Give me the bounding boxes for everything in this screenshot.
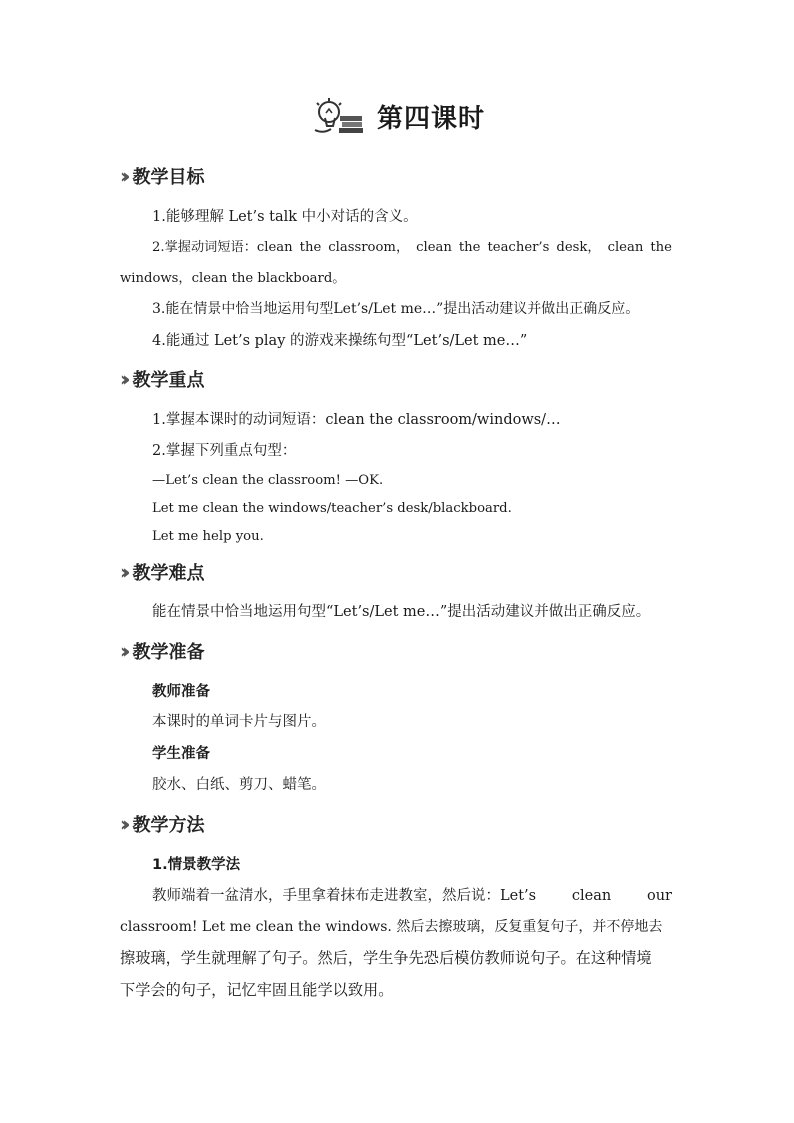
word: the [650, 240, 672, 255]
heading-text: 教学方法 [132, 815, 205, 836]
method-para-line-4: 下学会的句子，记忆牢固且能学以致用。 [120, 981, 394, 999]
teacher-prep-label: 教师准备 [152, 684, 210, 700]
keypoint-item-1: 1.掌握本课时的动词短语：clean the classroom/windows/… [152, 412, 561, 428]
section-heading-keypoints [120, 365, 204, 393]
method-para-line-3: 擦玻璃，学生就理解了句子。然后，学生争先恐后模仿教师说句子。在这种情境 [120, 949, 652, 967]
heading-text: 教学难点 [132, 563, 205, 584]
double-chevron-icon: ›› [120, 639, 125, 663]
title-block [0, 96, 794, 136]
section-heading-goals [120, 162, 204, 190]
page-title: 第四课时 [376, 103, 485, 134]
goal-item-4: 4.能通过 Let’s play 的游戏来操练句型“Let’s/Let me…” [152, 333, 528, 349]
word: our [646, 888, 672, 904]
word: teacher’s [487, 240, 550, 255]
method-para-line-2: classroom! Let me clean the windows. 然后去擦玻璃，反复重复句子，并不停地去 [120, 919, 663, 935]
keypoint-item-2: 2.掌握下列重点句型： [152, 443, 297, 459]
keypoint-sentence-1: —Let’s clean the classroom! —OK. [152, 473, 384, 488]
keypoint-sentence-3: Let me help you. [152, 529, 264, 544]
method-1-title: 1.情景教学法 [152, 857, 241, 873]
goal-item-2-line2: windows，clean the blackboard。 [120, 271, 346, 286]
double-chevron-icon: ›› [120, 560, 125, 584]
word: 教师端着一盆清水，手里拿着抹布走进教室，然后说：Let’s [152, 888, 537, 904]
word: the [458, 240, 481, 255]
double-chevron-icon: ›› [120, 164, 125, 188]
method-para-line-1 [152, 886, 672, 906]
difficulty-text: 能在情景中恰当地运用句型“Let’s/Let me…”提出活动建议并做出正确反应。 [152, 604, 651, 620]
word: desk， [556, 240, 601, 255]
word: clean [571, 888, 612, 904]
heading-text: 教学重点 [132, 370, 205, 391]
word: 2.掌握动词短语：clean [152, 240, 293, 255]
section-heading-methods [120, 810, 204, 838]
lightbulb-books-icon [309, 96, 367, 136]
section-heading-difficulties [120, 558, 204, 586]
section-heading-preparation [120, 637, 204, 665]
goal-item-2-line1 [152, 238, 672, 258]
double-chevron-icon: ›› [120, 367, 125, 391]
student-prep-text: 胶水、白纸、剪刀、蜡笔。 [152, 777, 326, 793]
double-chevron-icon: ›› [120, 812, 125, 836]
word: classroom， [328, 240, 410, 255]
goal-item-1: 1.能够理解 Let’s talk 中小对话的含义。 [152, 209, 418, 225]
word: clean [607, 240, 644, 255]
student-prep-label: 学生准备 [152, 746, 210, 762]
word: the [299, 240, 322, 255]
heading-text: 教学目标 [132, 167, 205, 188]
keypoint-sentence-2: Let me clean the windows/teacher’s desk/blackboard. [152, 501, 512, 516]
teacher-prep-text: 本课时的单词卡片与图片。 [152, 714, 326, 730]
heading-text: 教学准备 [132, 642, 205, 663]
word: clean [416, 240, 452, 255]
goal-item-3: 3.能在情景中恰当地运用句型Let’s/Let me…”提出活动建议并做出正确反应。 [152, 301, 640, 317]
